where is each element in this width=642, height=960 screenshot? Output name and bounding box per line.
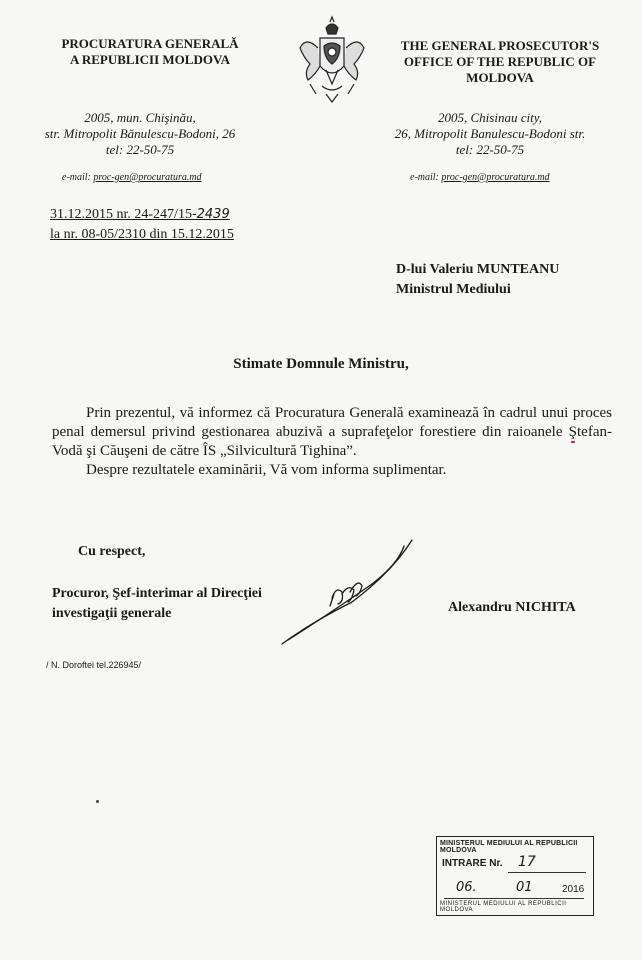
institution-name-en [380, 38, 620, 86]
signer-position-line2: investigaţii generale [52, 606, 172, 621]
closing-phrase: Cu respect, [78, 544, 146, 559]
salutation: Stimate Domnule Ministru, [233, 356, 409, 372]
body-p1-end: demersul privind gestionarea abuzivă a suprafeţelor forestiere din raioanele Ştefan-Vodă şi Căuşeni de către ÎS „Silvicultură Tighina”. [52, 424, 612, 459]
highlighted-phrase: proces penal [52, 405, 612, 440]
email-en [410, 172, 550, 183]
email-en-link[interactable]: proc-gen@procuratura.md [441, 172, 550, 183]
email-ro-label: e-mail: [62, 172, 91, 183]
scan-speck [96, 800, 99, 803]
outgoing-reference-text: 31.12.2015 nr. 24-247/15 [50, 207, 192, 222]
address-en-line2: 26, Mitropolit Banulescu-Bodoni str. [394, 126, 586, 141]
stamp-entry-label: INTRARE Nr. [442, 858, 503, 869]
address-ro-line2: str. Mitropolit Bănulescu-Bodoni, 26 [44, 126, 236, 141]
coat-of-arms-emblem [296, 14, 368, 106]
stamp-number-line [508, 872, 586, 873]
body-p1-start: Prin prezentul, vă informez că Procuratura Generală examinează în cadrul unui [86, 405, 573, 421]
institution-name-ro-line2: A REPUBLICII MOLDOVA [69, 52, 231, 67]
signer-position [52, 584, 262, 624]
address-ro-line1: 2005, mun. Chişinău, [84, 110, 196, 125]
stamp-month: 01 [516, 880, 533, 895]
institution-name-ro-line1: PROCURATURA GENERALĂ [61, 36, 239, 51]
recipient-title: Ministrul Mediului [396, 282, 511, 297]
incoming-reference: la nr. 08-05/2310 din 15.12.2015 [50, 227, 234, 242]
body-paragraph-1 [52, 404, 612, 461]
email-ro [62, 172, 202, 183]
stamp-date-line [444, 898, 584, 899]
recipient-block [396, 260, 559, 300]
executor-note: / N. Doroftei tel.226945/ [46, 660, 142, 670]
address-ro-phone: tel: 22-50-75 [105, 142, 175, 157]
signer-position-line1: Procuror, Şef-interimar al Direcţiei [52, 586, 262, 601]
email-en-label: e-mail: [410, 172, 439, 183]
stamp-entry-number: 17 [518, 854, 536, 870]
institution-name-en-line1: THE GENERAL PROSECUTOR'S [400, 38, 600, 53]
address-en [370, 110, 610, 158]
address-en-line1: 2005, Chisinau city, [438, 110, 542, 125]
address-ro [20, 110, 260, 158]
registration-stamp [436, 836, 594, 916]
address-en-phone: tel: 22-50-75 [455, 142, 525, 157]
recipient-name: D-lui Valeriu MUNTEANU [396, 262, 560, 277]
stamp-day: 06. [456, 880, 477, 895]
institution-name-ro [40, 36, 260, 68]
email-ro-link[interactable]: proc-gen@procuratura.md [93, 172, 202, 183]
outgoing-reference [50, 206, 230, 224]
signer-name: Alexandru NICHITA [448, 600, 576, 615]
handwritten-signature [272, 532, 422, 652]
letter-body [52, 404, 612, 480]
body-paragraph-2: Despre rezultatele examinării, Vă vom informa suplimentar. [86, 462, 447, 478]
handwritten-number: -2439 [191, 207, 230, 222]
institution-name-en-line3: MOLDOVA [466, 70, 534, 85]
stamp-ministry-name: MINISTERUL MEDIULUI AL REPUBLICII MOLDOVA [440, 840, 578, 854]
institution-name-en-line2: OFFICE OF THE REPUBLIC OF [403, 54, 597, 69]
stamp-year: 2016 [562, 884, 585, 895]
stamp-ministry-name-bottom: MINISTERUL MEDIULUI AL REPUBLICII MOLDOVA [440, 901, 567, 913]
